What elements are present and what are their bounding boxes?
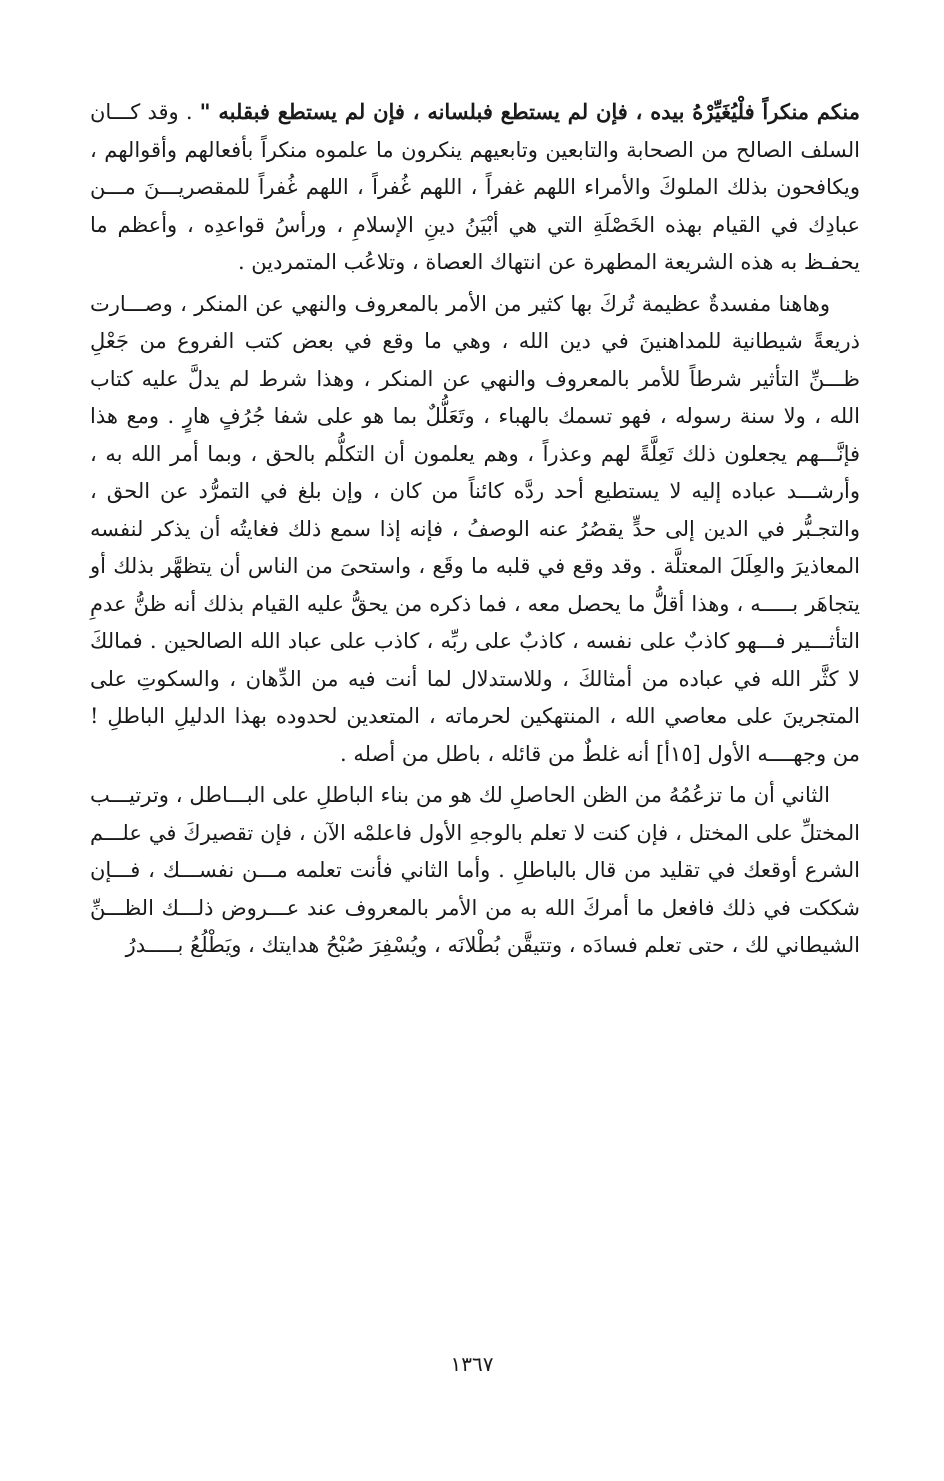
paragraph-3: الثاني أن ما تزعُمُهُ من الظن الحاصلِ لك هو من بناء الباطلِ على البـــاطل ، وترتيـــب المختلِّ على المختل ، فإن كنت لا تعلم بالوجهِ الأول فاعلمْه الآن ، فإن تقصيركَ في علـــم الشرع أوقعك في تقليد من قال بالباطلِ . وأما الثاني فأنت تعلمه مـــن نفســـك ، فـــإن شككت في ذلك فافعل ما أمركَ الله به من الأمر بالمعروف عند عـــروض ذلـــك الظـــنِّ الشيطاني لك ، حتى تعلم فسادَه ، وتتيقَّن بُطْلانَه ، ويُسْفِرَ صُبْحُ هدايتك ، ويَطْلُعُ بـــــدرُ bbox=[90, 783, 860, 957]
hadith-quote: منكم منكراً فلْيُغَيِّرْهُ بيده ، فإن لم يستطع فبلسانه ، فإن لم يستطع فبقلبه " bbox=[199, 99, 861, 124]
page-number: ١٣٦٧ bbox=[450, 1352, 494, 1376]
paragraph-1-text: . وقد كـــان السلف الصالح من الصحابة والتابعين وتابعيهم ينكرون ما علموه منكراً بأفعالهم وأقوالهم ، ويكافحون بذلك الملوكَ والأمراء اللهم غفراً ، اللهم غُفراً ، اللهم غُفراً للمقصريـــنَ مـــن عبادِك في القيام بهذه الخَصْلَةِ التي هي أبْيَنُ دينِ الإسلامِ ، ورأسُ قواعدِه ، وأعظم ما يحفـظ به هذه الشريعة المطهرة عن انتهاك العصاة ، وتلاعُب المتمردين . bbox=[90, 100, 860, 274]
document-body bbox=[90, 93, 860, 965]
paragraph-2: وهاهنا مفسدةٌ عظيمة تُركَ بها كثير من الأمر بالمعروف والنهي عن المنكر ، وصـــارت ذريعةً شيطانية للمداهنينَ في دين الله ، وهي ما وقع في بعض كتب الفروع من جَعْلِ ظـــنِّ التأثير شرطاً للأمر بالمعروف والنهي عن المنكر ، وهذا شرط لم يدلَّ عليه كتاب الله ، ولا سنة رسوله ، فهو تسمك بالهباء ، وتَعَلُّلٌ بما هو على شفا جُرُفٍ هارٍ . ومع هذا فإنَّـــهم يجعلون ذلك تَعِلَّةً لهم وعذراً ، وهم يعلمون أن التكلُّم بالحق ، وبما أمر الله به ، وأرشـــد عباده إليه لا يستطيع أحد ردَّه كائناً من كان ، وإن بلغ في التمرُّد عن الحق ، والتجـبُّر في الدين إلى حدٍّ يقصُرُ عنه الوصفُ ، فإنه إذا سمع ذلك فغايتُه أن يذكر لنفسه المعاذيرَ والعِلَلَ المعتلَّة . وقد وقع في قلبه ما وقَع ، واستحىَ من الناس أن يتظهَّر بذلك أو يتجاهَر بـــــه ، وهذا أقلُّ ما يحصل معه ، فما ذكره من يحقُّ عليه القيام بذلك أنه ظنُّ عدمِ التأثـــير فـــهو كاذبٌ على نفسه ، كاذبٌ على ربِّه ، كاذب على عباد الله الصالحين . فمالكَ لا كثَّر الله في عباده من أمثالكَ ، وللاستدلال لما أنت فيه من الدِّهان ، والسكوتِ على المتجرينَ على معاصي الله ، المنتهكين لحرماته ، المتعدين لحدوده بهذا الدليلِ الباطلِ ! من وجهــــه الأول [١٥أ] أنه غلطٌ من قائله ، باطل من أصله . bbox=[90, 291, 860, 766]
paragraph-1 bbox=[90, 93, 860, 282]
